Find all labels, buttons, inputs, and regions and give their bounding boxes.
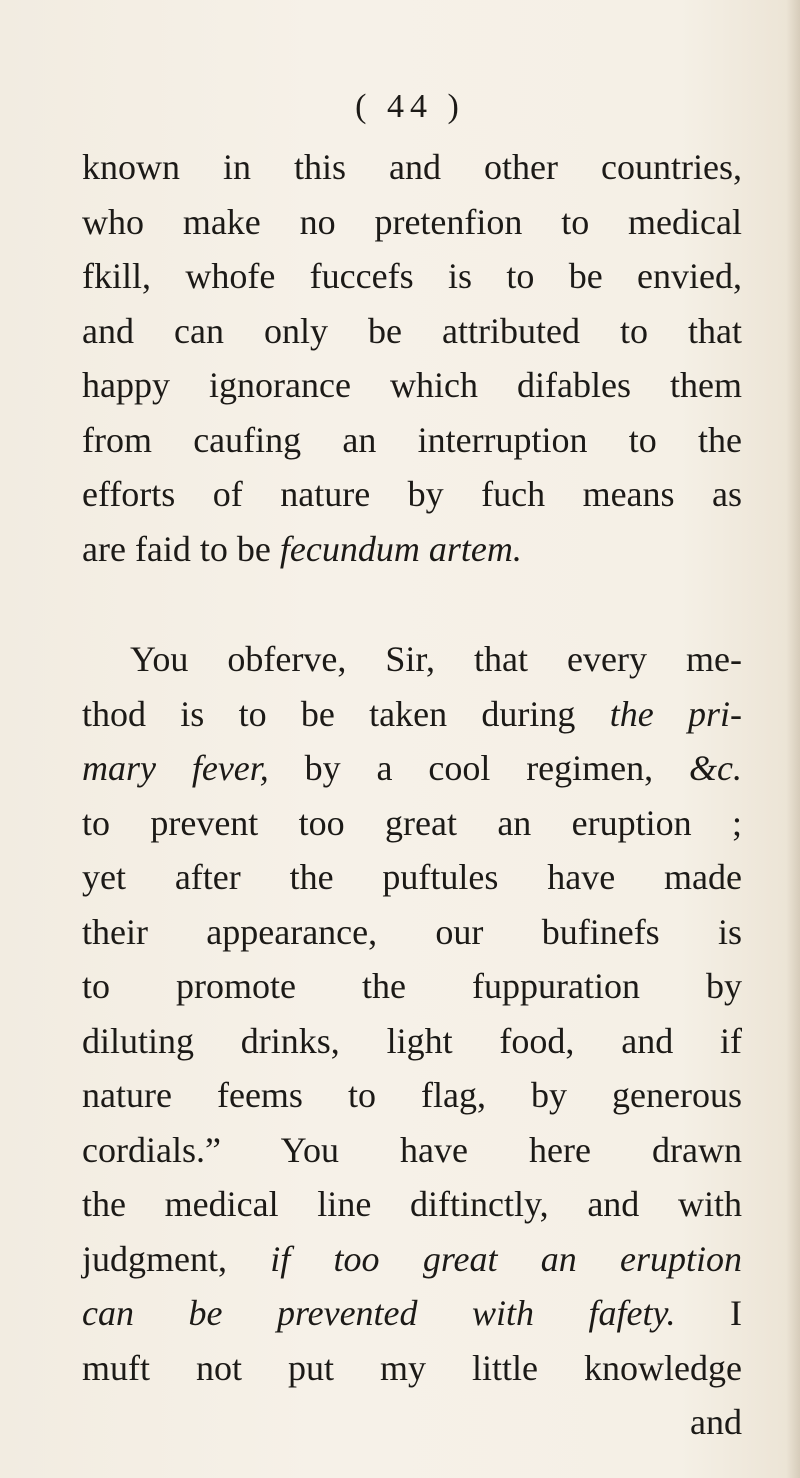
text-line bbox=[82, 741, 742, 796]
text-line: and can only be attributed to that bbox=[82, 310, 742, 351]
text-line: their appearance, our bufinefs is bbox=[82, 911, 742, 952]
text-line bbox=[82, 522, 742, 577]
text-line: who make no pretenfion to medical bbox=[82, 201, 742, 242]
text-line: efforts of nature by fuch means as bbox=[82, 474, 742, 514]
body-text bbox=[82, 140, 742, 1450]
text-line: to prevent too great an eruption ; bbox=[82, 802, 742, 843]
catchword: and bbox=[690, 1402, 742, 1442]
text-line bbox=[82, 1232, 742, 1287]
text-line: the medical line diftinctly, and with bbox=[82, 1184, 742, 1224]
italic-run: fecundum artem. bbox=[279, 528, 522, 569]
text-line: diluting drinks, light food, and if bbox=[82, 1020, 742, 1061]
italic-run: can be prevented with fafety. bbox=[82, 1293, 676, 1333]
text-line: from caufing an interruption to the bbox=[82, 419, 742, 460]
text-line: muft not put my little knowledge bbox=[82, 1347, 742, 1388]
page-edge-shadow bbox=[786, 0, 800, 1478]
text-line bbox=[82, 1286, 742, 1341]
italic-run: mary fever, bbox=[82, 748, 269, 788]
text-run: thod is to be taken during bbox=[82, 693, 610, 734]
text-line: cordials.” You have here drawn bbox=[82, 1129, 742, 1170]
italic-run: if too great an eruption bbox=[270, 1238, 743, 1279]
italic-run: the pri- bbox=[609, 693, 742, 734]
text-run: judgment, bbox=[82, 1238, 271, 1279]
text-line: nature feems to flag, by generous bbox=[82, 1075, 742, 1115]
text-line: You obferve, Sir, that every me- bbox=[130, 639, 742, 679]
text-line: fkill, whofe fuccefs is to be envied, bbox=[82, 256, 742, 296]
text-line: yet after the puftules have made bbox=[82, 857, 742, 897]
text-line bbox=[82, 687, 742, 742]
text-line: happy ignorance which difables them bbox=[82, 365, 742, 405]
text-run: are faid to be bbox=[82, 528, 280, 569]
text-line: known in this and other countries, bbox=[82, 147, 742, 187]
paragraph-gap bbox=[82, 576, 742, 632]
text-line: to promote the fuppuration by bbox=[82, 966, 742, 1006]
italic-run: &c. bbox=[689, 748, 742, 788]
page-number: ( 44 ) bbox=[355, 88, 465, 125]
text-run: by a cool regimen, bbox=[268, 748, 690, 788]
text-run: I bbox=[675, 1293, 742, 1333]
